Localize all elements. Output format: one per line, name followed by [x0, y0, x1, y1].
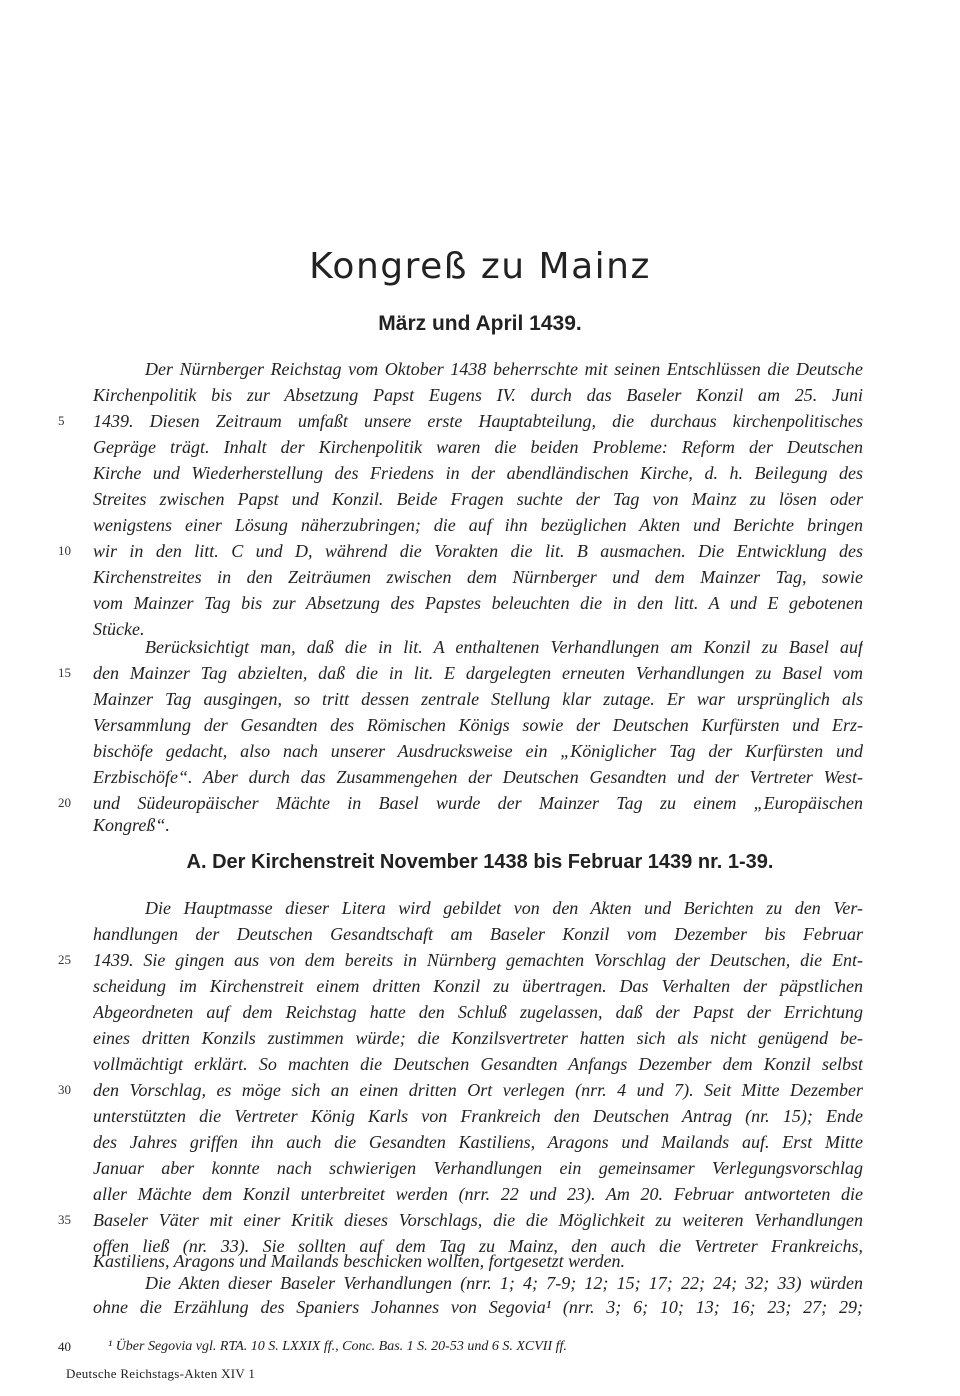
section-line: aller Mächte dem Konzil unterbreitet werden (nrr. 22 und 23). Am 20. Februar antworteten die	[93, 1184, 863, 1204]
margin-line-number: 10	[58, 543, 71, 558]
section-line: vollmächtigt erklärt. So machten die Deutschen Gesandten Anfangs Dezember dem Konzil selbst	[93, 1054, 863, 1074]
final-line: Die Akten dieser Baseler Verhandlungen (nrr. 1; 4; 7-9; 12; 15; 17; 22; 24; 32; 33) würden	[145, 1273, 863, 1293]
intro-line: wenigstens einer Lösung näherzubringen; die auf ihn bezüglichen Akten und Berichte bringen	[93, 515, 863, 535]
intro-line: wir in den litt. C und D, während die Vorakten die lit. B ausmachen. Die Entwicklung des	[93, 541, 863, 561]
section-heading: A. Der Kirchenstreit November 1438 bis Februar 1439 nr. 1-39.	[186, 851, 774, 873]
margin-line-number: 30	[58, 1082, 71, 1097]
section-line: Januar aber konnte nach schwierigen Verhandlungen ein gemeinsamer Verlegungsvorschlag	[93, 1158, 863, 1178]
section-line: eines dritten Konzils zustimmen würde; die Konzilsvertreter hatten sich als nicht genügend be-	[93, 1028, 863, 1048]
paragraph-line: den Mainzer Tag abzielten, daß die in lit. E dargelegten erneuten Verhandlungen zu Basel vom	[93, 663, 863, 683]
intro-line: Kirchenstreites in den Zeiträumen zwischen dem Nürnberger und dem Mainzer Tag, sowie	[93, 567, 863, 587]
intro-line: Der Nürnberger Reichstag vom Oktober 1438 beherrschte mit seinen Entschlüssen die Deutsche	[145, 359, 863, 379]
section-line: Baseler Väter mit einer Kritik dieses Vorschlags, die die Möglichkeit zu weiteren Verhandlungen	[93, 1210, 863, 1230]
paragraph-line: bischöfe gedacht, also nach unserer Ausdrucksweise ein „Königlicher Tag der Kurfürsten und	[93, 741, 863, 761]
section-line: scheidung im Kirchenstreit einem dritten Konzil zu übertragen. Das Verhalten der päpstlichen	[93, 976, 863, 996]
intro-line: vom Mainzer Tag bis zur Absetzung des Papstes beleuchten die in den litt. A und E gebotenen	[93, 593, 863, 613]
paragraph-line: Mainzer Tag ausgingen, so tritt dessen zentrale Stellung klar zutage. Er war ursprünglich als	[93, 689, 863, 709]
section-line: Kastiliens, Aragons und Mailands beschicken wollten, fortgesetzt werden.	[93, 1251, 625, 1271]
intro-line: Gepräge trägt. Inhalt der Kirchenpolitik waren die beiden Probleme: Reform der Deutschen	[93, 437, 863, 457]
intro-line: Kirchenpolitik bis zur Absetzung Papst Eugens IV. durch das Baseler Konzil am 25. Juni	[93, 385, 863, 405]
final-line: ohne die Erzählung des Spaniers Johannes von Segovia¹ (nrr. 3; 6; 10; 13; 16; 23; 27; 29;	[93, 1297, 863, 1317]
paragraph-line: Erzbischöfe“. Aber durch das Zusammengehen der Deutschen Gesandten und der Vertreter West-	[93, 767, 863, 787]
section-line: des Jahres griffen ihn auch die Gesandten Kastiliens, Aragons und Mailands auf. Erst Mitte	[93, 1132, 863, 1152]
margin-line-number: 40	[58, 1339, 71, 1354]
section-line: unterstützten die Vertreter König Karls von Frankreich den Deutschen Antrag (nr. 15); Ende	[93, 1106, 863, 1126]
section-line: Abgeordneten auf dem Reichstag hatte den Schluß zugelassen, daß der Papst der Errichtung	[93, 1002, 863, 1022]
margin-line-number: 35	[58, 1212, 71, 1227]
page-subtitle: März und April 1439.	[378, 312, 582, 335]
section-line: Die Hauptmasse dieser Litera wird gebildet von den Akten und Berichten zu den Ver-	[145, 898, 863, 918]
intro-line: Streites zwischen Papst und Konzil. Beide Fragen suchte der Tag von Mainz zu lösen oder	[93, 489, 863, 509]
paragraph-line: Berücksichtigt man, daß die in lit. A enthaltenen Verhandlungen am Konzil zu Basel auf	[145, 637, 863, 657]
page-title: Kongreß zu Mainz	[309, 246, 651, 287]
paragraph-line: Kongreß“.	[93, 815, 170, 835]
section-line: offen ließ (nr. 33). Sie sollten auf dem Tag zu Mainz, den auch die Vertreter Frankreichs,	[93, 1236, 863, 1256]
section-line: den Vorschlag, es möge sich an einen dritten Ort verlegen (nrr. 4 und 7). Seit Mitte Dezember	[93, 1080, 863, 1100]
footnote: ¹ Über Segovia vgl. RTA. 10 S. LXXIX ff., Conc. Bas. 1 S. 20-53 und 6 S. XCVII ff.	[108, 1339, 567, 1354]
paragraph-line: und Südeuropäischer Mächte in Basel wurde der Mainzer Tag zu einem „Europäischen	[93, 793, 863, 813]
section-line: handlungen der Deutschen Gesandtschaft am Baseler Konzil vom Dezember bis Februar	[93, 924, 863, 944]
section-line: 1439. Sie gingen aus von dem bereits in Nürnberg gemachten Vorschlag der Deutschen, die Ent-	[93, 950, 863, 970]
page-footer: Deutsche Reichstags-Akten XIV 1	[66, 1366, 256, 1381]
intro-line: Kirche und Wiederherstellung des Friedens in der abendländischen Kirche, d. h. Beilegung des	[93, 463, 863, 483]
margin-line-number: 5	[58, 413, 65, 428]
intro-line: 1439. Diesen Zeitraum umfaßt unsere erste Hauptabteilung, die durchaus kirchenpolitisches	[93, 411, 863, 431]
margin-line-number: 25	[58, 952, 71, 967]
paragraph-line: Versammlung der Gesandten des Römischen Königs sowie der Deutschen Kurfürsten und Erz-	[93, 715, 863, 735]
margin-line-number: 15	[58, 665, 71, 680]
margin-line-number: 20	[58, 795, 71, 810]
intro-line: Stücke.	[93, 619, 145, 639]
